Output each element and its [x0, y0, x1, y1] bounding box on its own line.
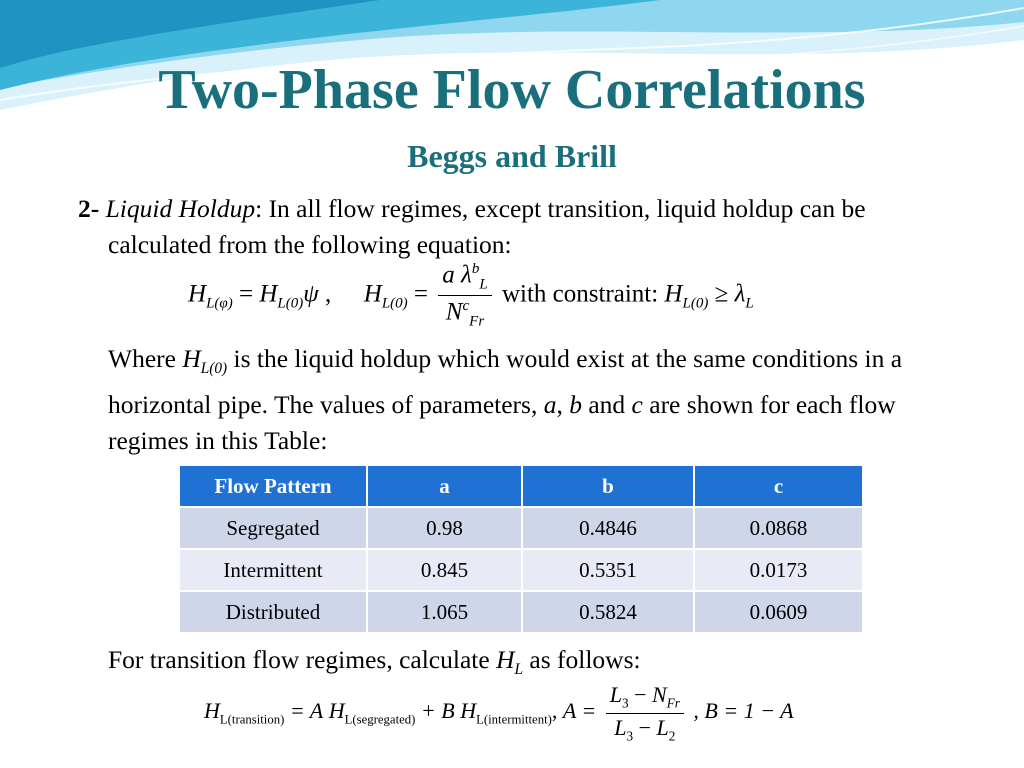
cell-flow-pattern: Intermittent	[180, 549, 367, 591]
cell-flow-pattern: Segregated	[180, 507, 367, 549]
cell-b: 0.5824	[522, 591, 694, 632]
table-header-row	[180, 466, 862, 507]
where-paragraph: Where $H_{L(0)}$ is the liquid holdup which would exist at the same conditions in a horizontal pipe. The values of parameters, a, b and c are shown for each flow regimes in this Table:	[108, 344, 903, 456]
table-row	[180, 549, 862, 591]
liquid-holdup-paragraph	[78, 191, 908, 263]
header-flow-pattern: Flow Pattern	[180, 466, 367, 507]
header-c: c	[694, 466, 862, 507]
cell-b: 0.4846	[522, 507, 694, 549]
table-row	[180, 507, 862, 549]
header-a: a	[367, 466, 522, 507]
cell-c: 0.0868	[694, 507, 862, 549]
A-fraction: $\frac{L_3 - N_{Fr}}{L_3 - L_2}$	[606, 684, 684, 742]
section-number: 2-	[78, 194, 100, 223]
transition-paragraph: For transition flow regimes, calculate $H_L$ as follows:	[108, 645, 641, 679]
slide-title: Two-Phase Flow Correlations	[158, 59, 866, 121]
holdup-equation: $H_{L(\varphi)} = H_{L(0)}\psi$ , $H_{L(0)}$ = $\frac{a \lambda^b_L}{N^c_{Fr}}$ with constraint: $H_{L(0)} \ge \lambda_L$	[188, 261, 754, 330]
cell-b: 0.5351	[522, 549, 694, 591]
header-b: b	[522, 466, 694, 507]
cell-c: 0.0173	[694, 549, 862, 591]
cell-a: 0.98	[367, 507, 522, 549]
cell-flow-pattern: Distributed	[180, 591, 367, 632]
cell-c: 0.0609	[694, 591, 862, 632]
holdup-fraction: $\frac{a \lambda^b_L}{N^c_{Fr}}$	[438, 262, 491, 330]
section-text: : In all flow regimes, except transition, liquid holdup can be calculated from the following equation:	[108, 194, 866, 259]
parameters-table	[180, 466, 862, 632]
slide-subtitle: Beggs and Brill	[407, 138, 617, 174]
transition-equation: $H_{L(transition)} = A$ $H_{L(segregated)} + B$ $H_{L(intermittent)}$, A = $\frac{L_3 - N_{Fr}}{L_3 - L_2}$ , B = 1 − A	[204, 682, 794, 743]
section-term: Liquid Holdup	[105, 194, 256, 223]
cell-a: 1.065	[367, 591, 522, 632]
cell-a: 0.845	[367, 549, 522, 591]
table-row	[180, 591, 862, 632]
